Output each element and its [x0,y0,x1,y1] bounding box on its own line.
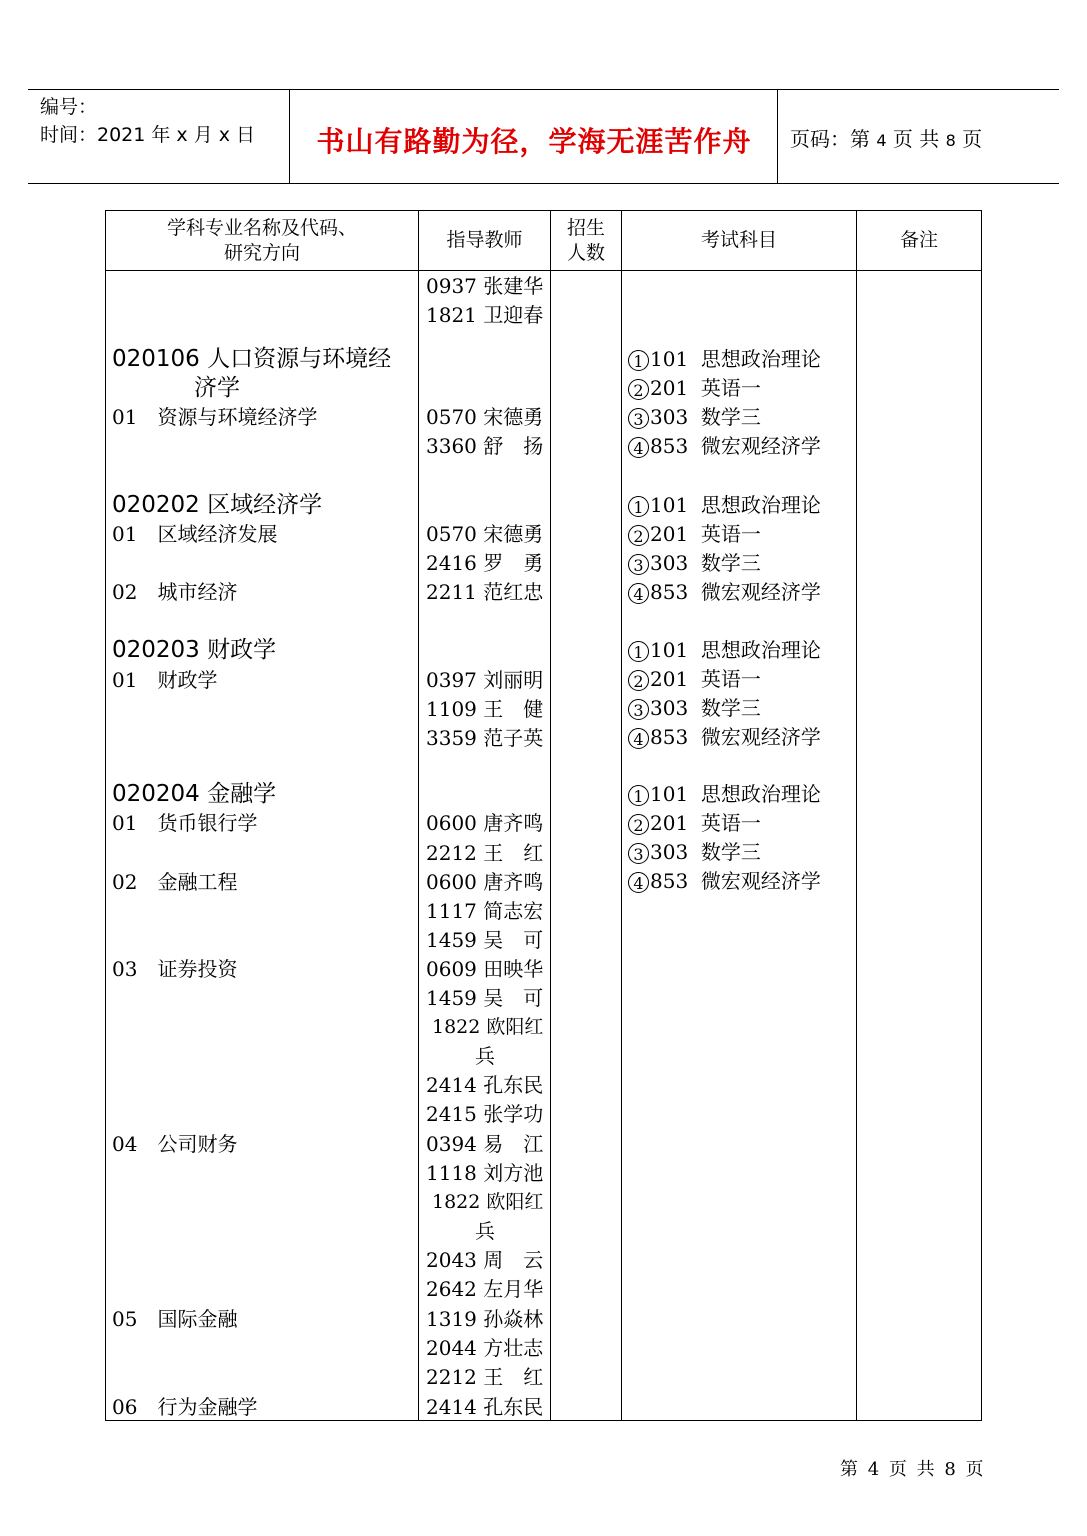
teacher-entry: 1459 吴 可 [426,986,544,1010]
major-title: 020203 财政学 [112,637,277,663]
col-header-exam: 考试科目 [700,229,777,251]
teacher-entry: 1821 卫迎春 [426,303,544,327]
exam-subject-label: 101 思想政治理论 [650,347,821,371]
serial-label: 编号： [40,96,98,118]
exam-subject [628,432,821,461]
direction-item: 03 证券投资 [112,957,238,981]
page-total: 8 [945,131,956,150]
exam-subject [628,403,761,432]
exam-subject [628,374,761,403]
direction-item: 06 行为金融学 [112,1395,258,1419]
col-header-teacher: 指导教师 [446,229,523,251]
header-page-number [790,123,982,152]
teacher-entry: 1118 刘方池 [426,1161,544,1185]
teacher-entry: 3360 舒 扬 [426,434,544,458]
exam-subject-label: 101 思想政治理论 [650,782,821,806]
exam-subject-label: 201 英语一 [650,667,761,691]
header-meta [40,93,255,149]
exam-subject-label: 201 英语一 [650,522,761,546]
direction-item: 01 资源与环境经济学 [112,405,318,429]
teacher-entry: 3359 范子英 [426,726,544,750]
teacher-entry: 2642 左月华 [426,1277,544,1301]
circled-number: 2 [628,670,649,691]
column-divider [856,211,857,1420]
col-header-major: 学科专业名称及代码、 研究方向 [166,216,357,264]
teacher-entry: 1459 吴 可 [426,928,544,952]
teacher-entry: 0570 宋德勇 [426,522,544,546]
teacher-entry: 0570 宋德勇 [426,405,544,429]
teacher-entry: 1117 简志宏 [426,899,544,923]
major-title-cont: 济学 [194,375,240,401]
teacher-entry: 2212 王 红 [426,841,544,865]
exam-subject-label: 853 微宏观经济学 [650,434,821,458]
teacher-entry: 1319 孙焱林 [426,1307,544,1331]
page-suffix: 页 [962,127,983,151]
major-title: 020106 人口资源与环境经 [112,346,392,372]
teacher-entry: 2416 罗 勇 [426,551,544,575]
direction-item: 01 货币银行学 [112,811,258,835]
direction-item: 05 国际金融 [112,1307,238,1331]
teacher-entry: 2212 王 红 [426,1365,544,1389]
circled-number: 3 [628,554,649,575]
column-divider [621,211,622,1420]
exam-subject [628,780,821,809]
exam-subject [628,694,761,723]
circled-number: 4 [628,437,649,458]
exam-subject [628,636,821,665]
exam-subject-label: 853 微宏观经济学 [650,725,821,749]
col-header-quota: 招生 人数 [566,216,605,264]
teacher-entry: 0397 刘丽明 [426,668,544,692]
exam-subject [628,867,821,896]
column-divider [418,211,419,1420]
exam-subject-label: 303 数学三 [650,840,761,864]
teacher-entry: 2211 范红忠 [426,580,544,604]
exam-subject [628,578,821,607]
exam-subject-label: 853 微宏观经济学 [650,580,821,604]
time-label: 时间：2021 年 x 月 x 日 [40,124,256,146]
teacher-entry: 2044 方壮志 [426,1336,544,1360]
page-footer: 第 4 页 共 8 页 [840,1459,986,1480]
exam-subject [628,520,761,549]
exam-subject [628,723,821,752]
page-prefix: 页码：第 [790,127,870,151]
teacher-entry: 0394 易 江 [426,1132,544,1156]
circled-number: 4 [628,728,649,749]
exam-subject [628,491,821,520]
exam-subject-label: 853 微宏观经济学 [650,869,821,893]
teacher-entry: 2414 孔东民 [426,1395,544,1419]
teacher-entry: 兵 [475,1219,495,1243]
teacher-entry: 兵 [475,1044,495,1068]
page-header [28,89,1059,184]
header-row-divider [106,270,981,271]
circled-number: 1 [628,641,649,662]
direction-item: 01 财政学 [112,668,218,692]
exam-subject-label: 303 数学三 [650,696,761,720]
direction-item: 01 区域经济发展 [112,522,278,546]
teacher-entry: 1822 欧阳红 [432,1191,544,1213]
teacher-entry: 0600 唐齐鸣 [426,870,544,894]
circled-number: 4 [628,583,649,604]
teacher-entry: 2414 孔东民 [426,1073,544,1097]
teacher-entry: 1822 欧阳红 [432,1016,544,1038]
exam-subject-label: 101 思想政治理论 [650,638,821,662]
column-divider [550,211,551,1420]
teacher-entry: 0600 唐齐鸣 [426,811,544,835]
program-table [105,210,982,1421]
direction-item: 04 公司财务 [112,1132,238,1156]
col-header-notes: 备注 [899,229,938,251]
teacher-entry: 1109 王 健 [426,697,544,721]
page-mid: 页 共 [892,127,940,151]
exam-subject-label: 201 英语一 [650,811,761,835]
exam-subject [628,549,761,578]
exam-subject-label: 303 数学三 [650,405,761,429]
exam-subject-label: 303 数学三 [650,551,761,575]
teacher-entry: 0937 张建华 [426,274,544,298]
circled-number: 2 [628,814,649,835]
circled-number: 4 [628,872,649,893]
exam-subject [628,345,821,374]
circled-number: 2 [628,525,649,546]
circled-number: 1 [628,350,649,371]
teacher-entry: 2043 周 云 [426,1248,544,1272]
teacher-entry: 2415 张学功 [426,1102,544,1126]
circled-number: 1 [628,496,649,517]
circled-number: 3 [628,699,649,720]
direction-item: 02 金融工程 [112,870,238,894]
exam-subject [628,809,761,838]
exam-subject-label: 101 思想政治理论 [650,493,821,517]
header-motto: 书山有路勤为径，学海无涯苦作舟 [316,125,752,158]
page-num: 4 [876,131,887,150]
direction-item: 02 城市经济 [112,580,238,604]
major-title: 020204 金融学 [112,781,277,807]
circled-number: 3 [628,843,649,864]
major-title: 020202 区域经济学 [112,492,323,518]
exam-subject-label: 201 英语一 [650,376,761,400]
teacher-entry: 0609 田映华 [426,957,544,981]
circled-number: 1 [628,785,649,806]
circled-number: 2 [628,379,649,400]
exam-subject [628,838,761,867]
exam-subject [628,665,761,694]
circled-number: 3 [628,408,649,429]
